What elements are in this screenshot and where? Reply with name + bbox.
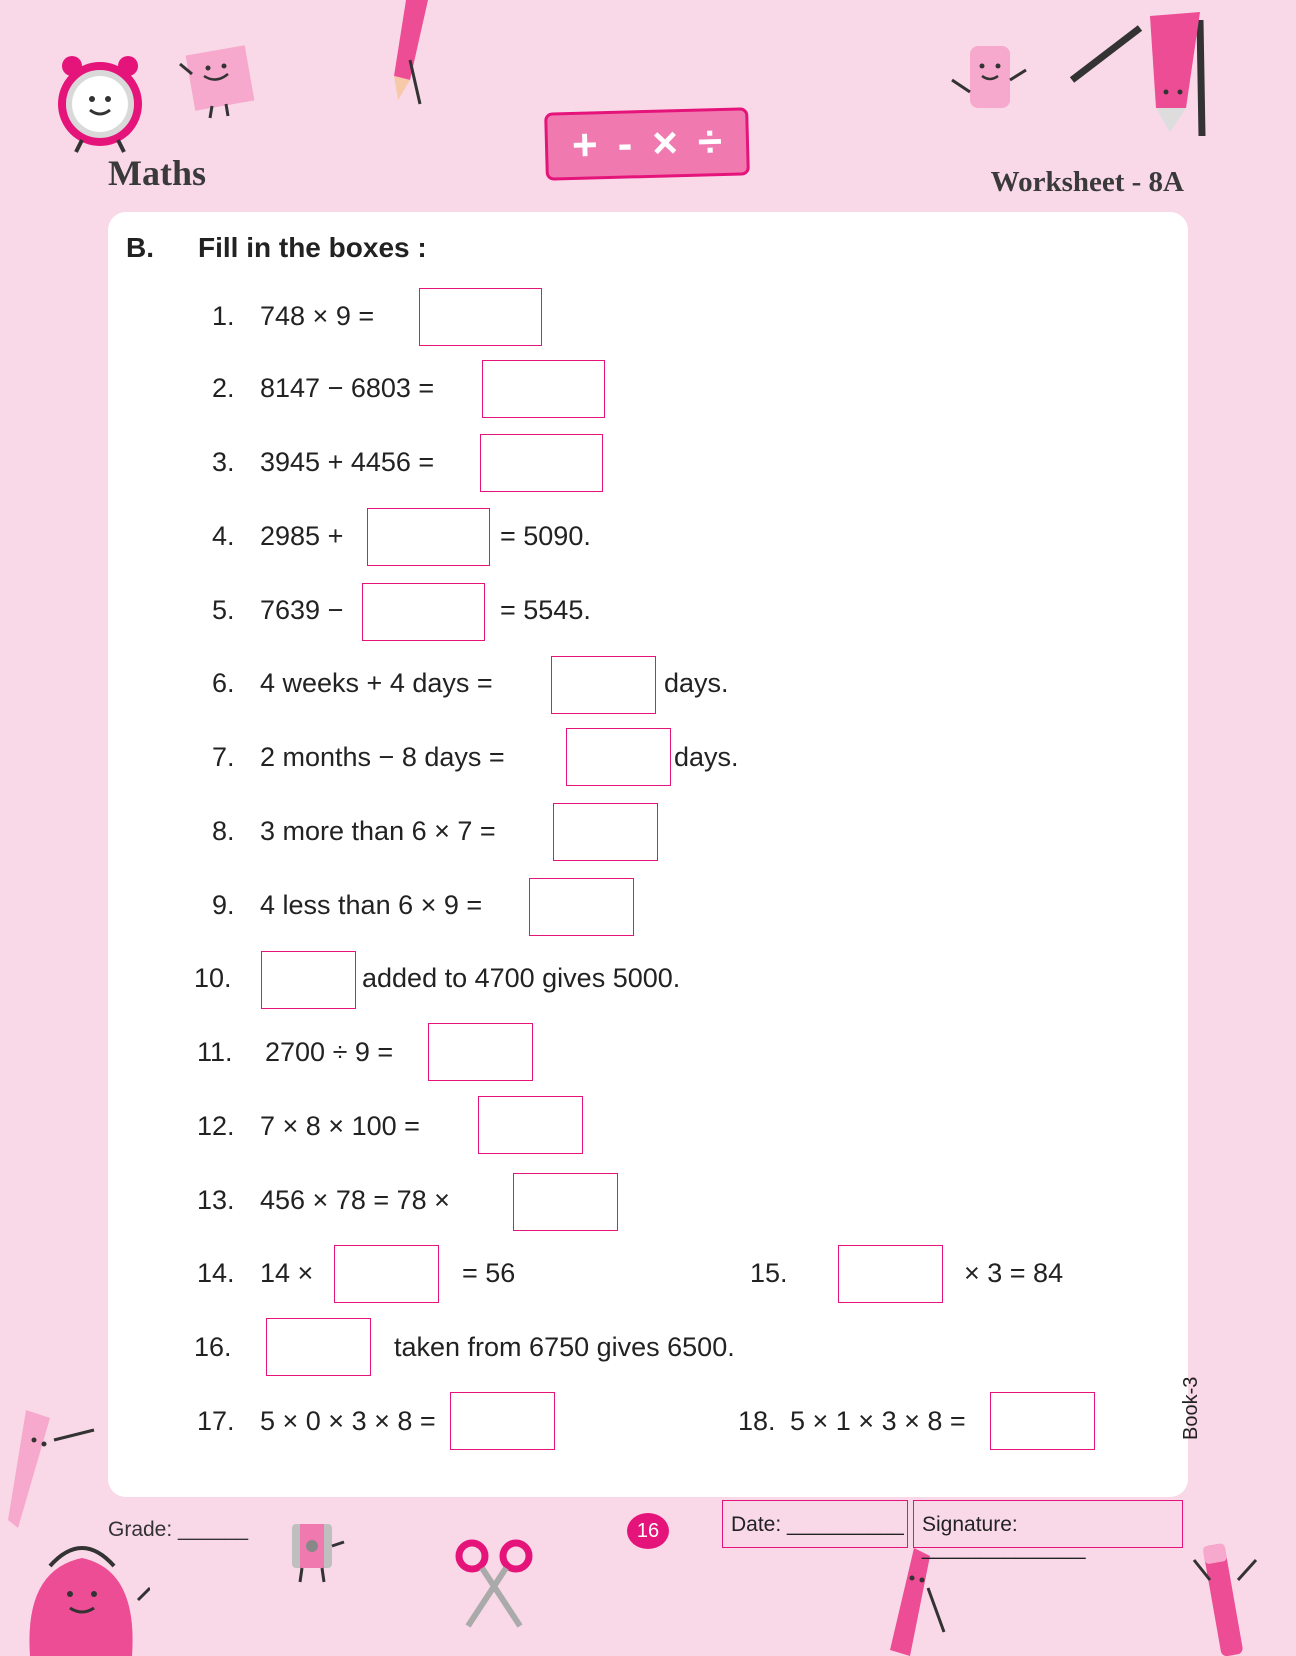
crayon-icon (884, 1548, 954, 1656)
answer-box-1[interactable] (419, 288, 542, 346)
question-4-result: = 5090. (500, 521, 591, 551)
question-5-result: = 5545. (500, 595, 591, 625)
question-2-text: 8147 − 6803 = (260, 373, 435, 403)
answer-box-8[interactable] (553, 803, 658, 861)
answer-box-16[interactable] (266, 1318, 371, 1376)
pencil-icon (380, 0, 440, 110)
sharpener-icon (282, 1518, 346, 1588)
answer-box-15[interactable] (838, 1245, 943, 1303)
question-9-number: 9. (212, 890, 235, 920)
question-2-number: 2. (212, 373, 235, 403)
notepad-icon (176, 42, 260, 120)
divide-symbol: ÷ (697, 117, 723, 167)
ruler-icon (8, 1410, 108, 1530)
question-7-unit: days. (674, 742, 739, 772)
question-11-number: 11. (197, 1037, 233, 1067)
answer-box-18[interactable] (990, 1392, 1095, 1450)
minus-symbol: - (616, 119, 633, 169)
question-16-number: 16. (194, 1332, 232, 1362)
eraser-icon (944, 40, 1034, 120)
book-label: Book-3 (1180, 1376, 1202, 1440)
question-14-text: 14 × (260, 1258, 314, 1288)
answer-box-5[interactable] (362, 583, 485, 641)
question-15-number: 15. (750, 1258, 788, 1288)
answer-box-4[interactable] (367, 508, 490, 566)
question-1-text: 748 × 9 = (260, 301, 375, 331)
question-6-number: 6. (212, 668, 235, 698)
page-number: 16 (627, 1513, 669, 1549)
question-3-number: 3. (212, 447, 235, 477)
question-8-text: 3 more than 6 × 7 = (260, 816, 496, 846)
subject-title: Maths (108, 153, 206, 193)
answer-box-6[interactable] (551, 656, 656, 714)
answer-box-17[interactable] (450, 1392, 555, 1450)
question-11-text: 2700 ÷ 9 = (265, 1037, 394, 1067)
question-18-number: 18. (738, 1406, 776, 1436)
answer-box-12[interactable] (478, 1096, 583, 1154)
question-10-text: added to 4700 gives 5000. (362, 963, 681, 993)
question-15-text: × 3 = 84 (964, 1258, 1064, 1288)
question-8-number: 8. (212, 816, 235, 846)
question-16-text: taken from 6750 gives 6500. (394, 1332, 735, 1362)
section-letter: B. (126, 232, 154, 263)
question-7-number: 7. (212, 742, 235, 772)
question-13-text: 456 × 78 = 78 × (260, 1185, 450, 1215)
answer-box-11[interactable] (428, 1023, 533, 1081)
question-14-number: 14. (197, 1258, 235, 1288)
question-9-text: 4 less than 6 × 9 = (260, 890, 483, 920)
answer-box-3[interactable] (480, 434, 603, 492)
alarm-clock-icon (52, 44, 152, 154)
question-5-number: 5. (212, 595, 235, 625)
answer-box-13[interactable] (513, 1173, 618, 1231)
question-12-text: 7 × 8 × 100 = (260, 1111, 420, 1141)
question-5-text: 7639 − (260, 595, 344, 625)
answer-box-14[interactable] (334, 1245, 439, 1303)
question-4-number: 4. (212, 521, 235, 551)
question-12-number: 12. (197, 1111, 235, 1141)
question-13-number: 13. (197, 1185, 235, 1215)
question-17-text: 5 × 0 × 3 × 8 = (260, 1406, 436, 1436)
question-10-number: 10. (194, 963, 232, 993)
pen-character-icon (1190, 1540, 1260, 1656)
operations-badge (544, 107, 750, 180)
answer-box-7[interactable] (566, 728, 671, 786)
plus-symbol: + (571, 120, 599, 170)
pencil-character-icon (1070, 8, 1220, 138)
grade-field[interactable]: Grade: ______ (108, 1518, 249, 1541)
question-18-text: 5 × 1 × 3 × 8 = (790, 1406, 966, 1436)
scissors-icon (454, 1536, 538, 1628)
answer-box-10[interactable] (261, 951, 356, 1009)
answer-box-2[interactable] (482, 360, 605, 418)
question-17-number: 17. (197, 1406, 235, 1436)
answer-box-9[interactable] (529, 878, 634, 936)
worksheet-label: Worksheet - 8A (990, 166, 1184, 198)
question-6-text: 4 weeks + 4 days = (260, 668, 493, 698)
question-14-result: = 56 (462, 1258, 516, 1288)
backpack-icon (20, 1530, 150, 1656)
question-1-number: 1. (212, 301, 235, 331)
question-3-text: 3945 + 4456 = (260, 447, 435, 477)
question-6-unit: days. (664, 668, 729, 698)
multiply-symbol: × (651, 118, 679, 168)
question-7-text: 2 months − 8 days = (260, 742, 505, 772)
question-4-text: 2985 + (260, 521, 344, 551)
date-field[interactable]: Date: __________ (722, 1500, 908, 1548)
section-title: Fill in the boxes : (198, 232, 427, 263)
signature-field[interactable]: Signature: ______________ (913, 1500, 1183, 1548)
